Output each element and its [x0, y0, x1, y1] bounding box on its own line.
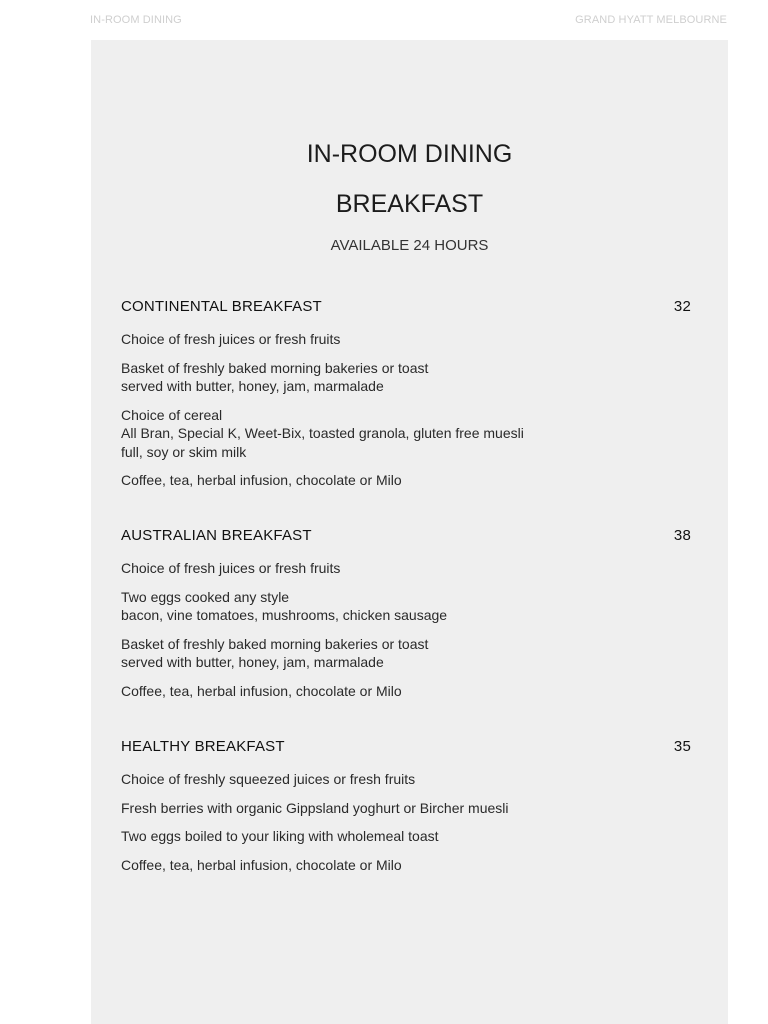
- section-header: [121, 527, 691, 549]
- availability-note: AVAILABLE 24 HOURS: [330, 237, 489, 254]
- item-line: Fresh berries with organic Gippsland yoghurt or Bircher muesli: [121, 799, 509, 816]
- section-healthy: [121, 738, 691, 874]
- section-name: HEALTHY BREAKFAST: [121, 738, 285, 755]
- menu-item: [121, 559, 691, 578]
- section-price: 38: [673, 527, 691, 544]
- item-line: served with butter, honey, jam, marmalade: [121, 654, 384, 670]
- item-line: bacon, vine tomatoes, mushrooms, chicken sausage: [121, 607, 448, 623]
- section-price: 35: [673, 738, 691, 755]
- menu-item: [121, 359, 691, 396]
- item-line: Choice of fresh juices or fresh fruits: [121, 560, 341, 576]
- item-line: Coffee, tea, herbal infusion, chocolate or Milo: [121, 472, 402, 488]
- menu-item: [121, 471, 691, 490]
- section-australian: [121, 527, 691, 700]
- item-line: Coffee, tea, herbal infusion, chocolate or Milo: [121, 856, 402, 873]
- running-header-left: IN-ROOM DINING: [90, 14, 182, 26]
- menu-item: [121, 406, 691, 462]
- item-line: Choice of fresh juices or fresh fruits: [121, 331, 341, 347]
- menu-item: [121, 827, 691, 846]
- item-line: Two eggs cooked any style: [121, 588, 290, 605]
- menu-title: IN-ROOM DINING: [306, 140, 513, 168]
- menu-item: [121, 330, 691, 349]
- menu-item: [121, 588, 691, 625]
- item-line: full, soy or skim milk: [121, 443, 247, 460]
- menu-item: [121, 770, 691, 789]
- item-line: Choice of cereal: [121, 406, 223, 423]
- section-name: AUSTRALIAN BREAKFAST: [121, 527, 312, 544]
- item-line: Basket of freshly baked morning bakeries or toast: [121, 635, 429, 652]
- menu-item: [121, 799, 691, 818]
- running-header-right: GRAND HYATT MELBOURNE: [575, 14, 727, 26]
- section-price: 32: [673, 298, 691, 315]
- menu-item: [121, 635, 691, 672]
- section-header: [121, 298, 691, 320]
- menu-subtitle: BREAKFAST: [335, 190, 484, 218]
- item-line: All Bran, Special K, Weet-Bix, toasted granola, gluten free muesli: [121, 425, 524, 441]
- item-line: Two eggs boiled to your liking with wholemeal toast: [121, 828, 439, 844]
- item-line: Basket of freshly baked morning bakeries or toast: [121, 359, 429, 376]
- menu-sheet: [91, 40, 728, 1024]
- section-continental: [121, 298, 691, 490]
- item-line: Choice of freshly squeezed juices or fresh fruits: [121, 771, 416, 787]
- menu-item: [121, 856, 691, 875]
- item-line: Coffee, tea, herbal infusion, chocolate or Milo: [121, 682, 402, 699]
- item-line: served with butter, honey, jam, marmalade: [121, 378, 384, 394]
- menu-item: [121, 682, 691, 701]
- section-header: [121, 738, 691, 760]
- section-name: CONTINENTAL BREAKFAST: [121, 298, 322, 315]
